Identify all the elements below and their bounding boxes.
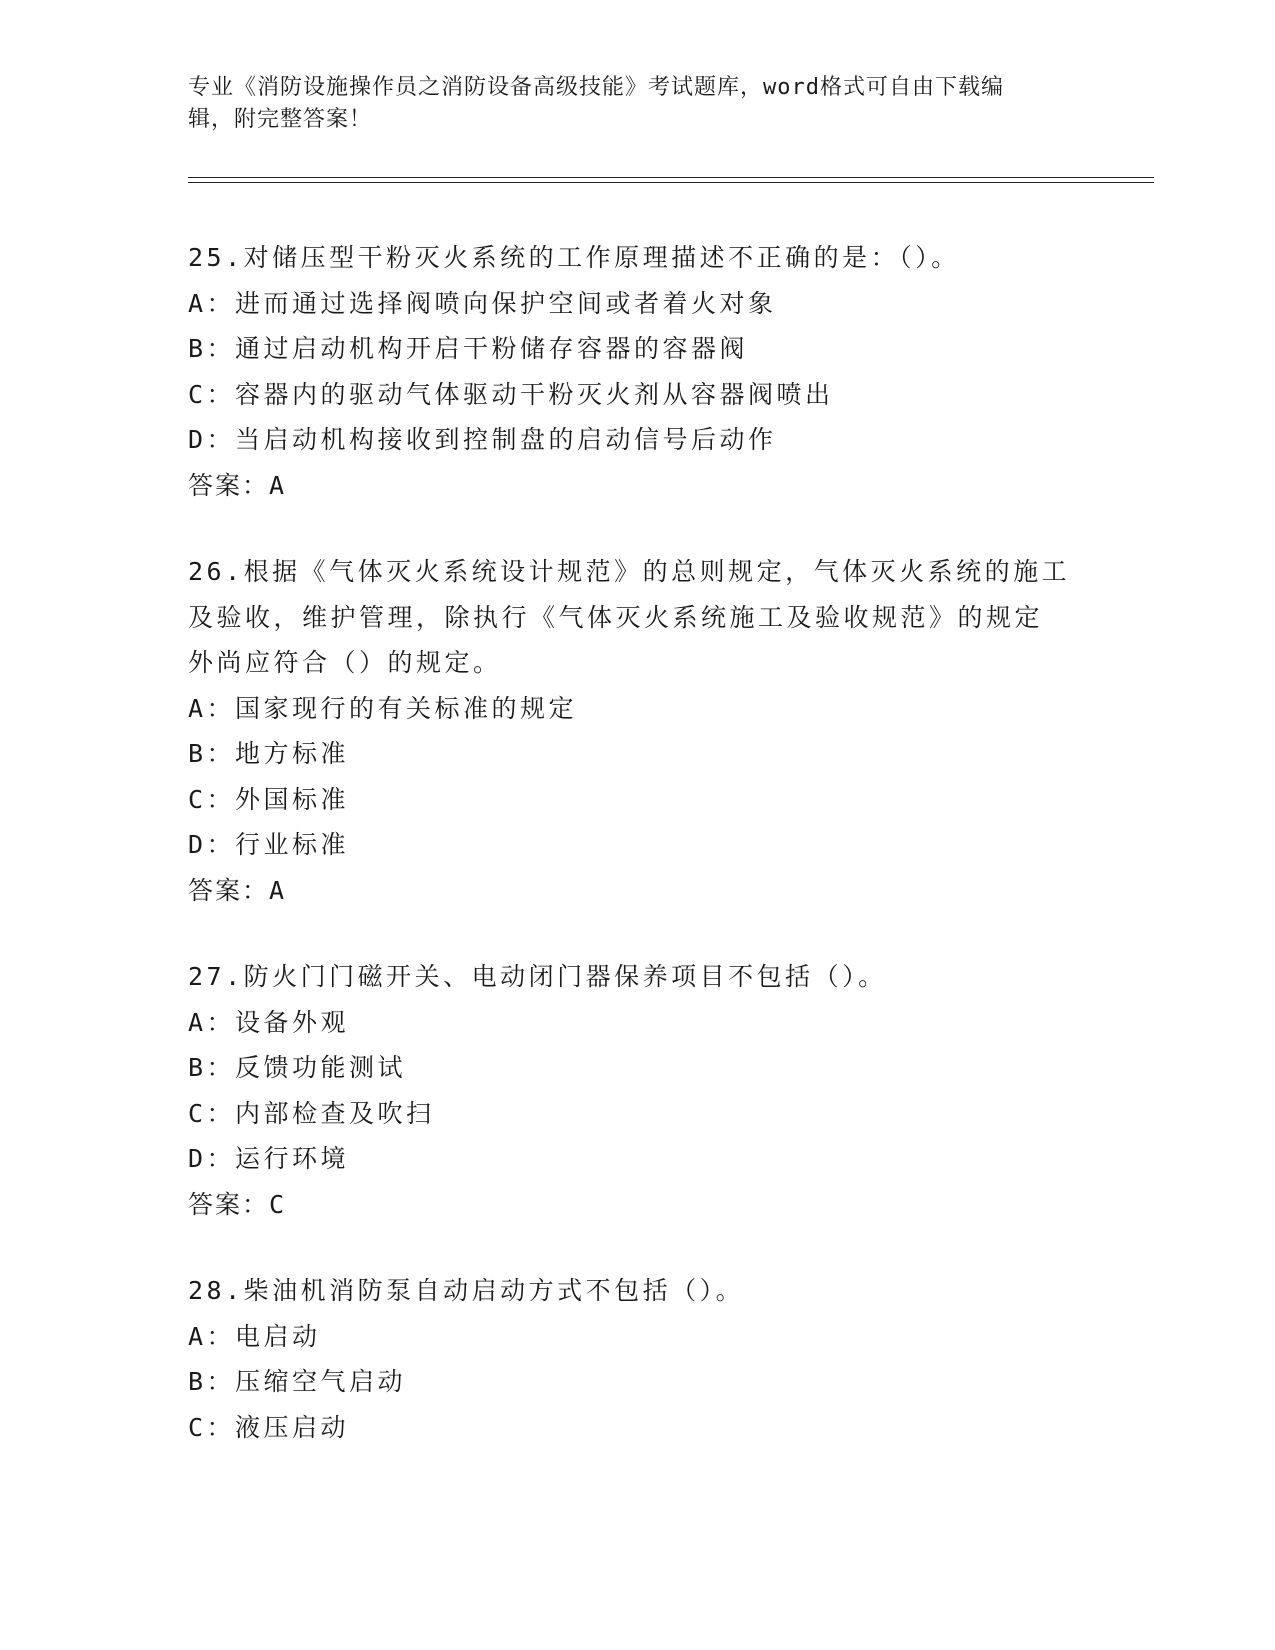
option-b: B：压缩空气启动	[188, 1367, 407, 1396]
header-divider-bottom	[188, 182, 1154, 183]
option-d: D：行业标准	[188, 830, 350, 859]
question-stem-line-3: 外尚应符合（）的规定。	[188, 648, 502, 677]
option-b: B：反馈功能测试	[188, 1053, 407, 1082]
question-27	[188, 954, 1088, 1227]
answer-line	[188, 868, 1088, 914]
question-list	[188, 235, 1088, 1491]
option-c: C：容器内的驱动气体驱动干粉灭火剂从容器阀喷出	[188, 379, 834, 409]
header-line-1: 专业《消防设施操作员之消防设备高级技能》考试题库，word格式可自由下载编	[188, 75, 1004, 100]
option-a: A：国家现行的有关标准的规定	[188, 693, 578, 723]
option-c: C：外国标准	[188, 784, 350, 814]
document-header	[188, 72, 1088, 136]
answer-label: 答案：	[188, 470, 270, 500]
answer-line	[188, 1182, 1088, 1228]
header-line-2: 辑，附完整答案！	[188, 107, 373, 132]
option-d: D：当启动机构接收到控制盘的启动信号后动作	[188, 425, 777, 454]
answer-value: A	[269, 470, 287, 500]
question-28	[188, 1268, 1088, 1450]
option-c: C：液压启动	[188, 1412, 350, 1442]
option-a: A：电启动	[188, 1321, 321, 1351]
question-stem-line-2: 及验收，维护管理，除执行《气体灭火系统施工及验收规范》的规定	[188, 602, 1044, 632]
question-stem-line-1: 26.根据《气体灭火系统设计规范》的总则规定，气体灭火系统的施工	[188, 557, 1071, 586]
question-stem: 28.柴油机消防泵自动启动方式不包括（）。	[188, 1276, 745, 1305]
question-stem: 25.对储压型干粉灭火系统的工作原理描述不正确的是：（）。	[188, 243, 960, 272]
answer-label: 答案：	[188, 875, 270, 905]
option-b: B：地方标准	[188, 739, 350, 768]
option-c: C：内部检查及吹扫	[188, 1098, 435, 1128]
header-divider-top	[188, 177, 1154, 178]
answer-label: 答案：	[188, 1189, 270, 1219]
question-26	[188, 549, 1088, 913]
option-d: D：运行环境	[188, 1144, 350, 1173]
option-a: A：设备外观	[188, 1007, 350, 1037]
question-stem: 27.防火门门磁开关、电动闭门器保养项目不包括（）。	[188, 962, 887, 991]
answer-value: C	[269, 1189, 287, 1219]
answer-value: A	[269, 875, 287, 905]
answer-line	[188, 463, 1088, 509]
option-a: A：进而通过选择阀喷向保护空间或者着火对象	[188, 288, 777, 318]
option-b: B：通过启动机构开启干粉储存容器的容器阀	[188, 334, 749, 363]
question-25	[188, 235, 1088, 508]
